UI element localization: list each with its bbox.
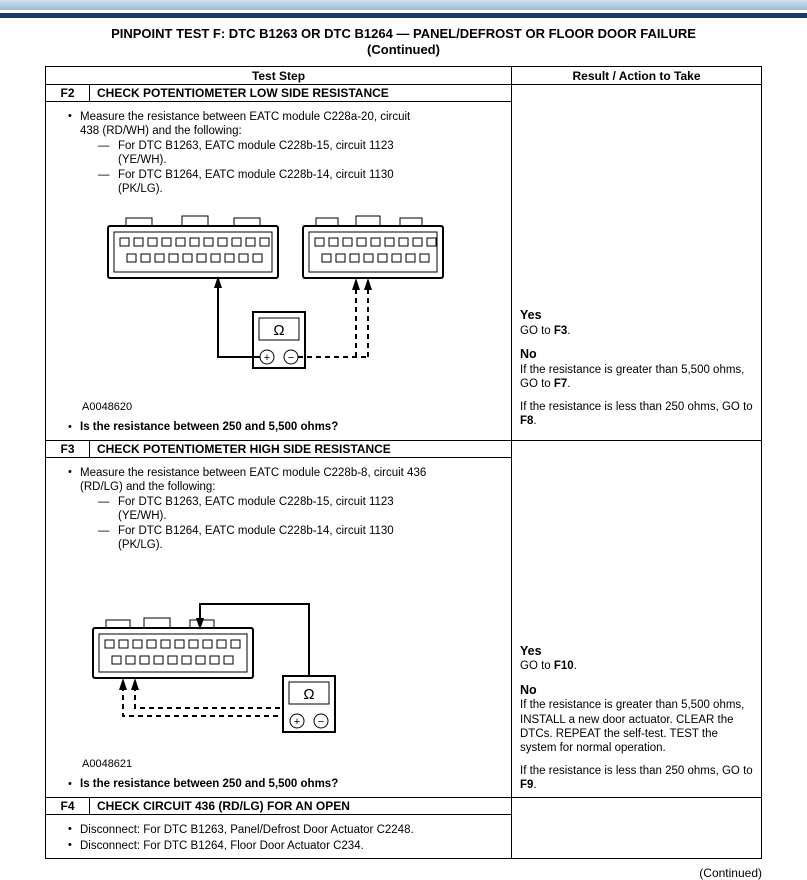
f3-sub-item-1	[98, 495, 503, 523]
test-row-f4	[46, 798, 761, 858]
bullet-icon: •	[68, 823, 72, 836]
connector-right-icon	[303, 216, 443, 278]
bullet-icon: •	[68, 421, 72, 434]
f4-step-header	[46, 798, 511, 815]
page-title-line2: (Continued)	[367, 41, 440, 57]
f2-sub-item-2-text: For DTC B1264, EATC module C228b-14, circuit 1130 (PK/LG).	[118, 169, 394, 196]
dash-icon: —	[98, 140, 110, 153]
f4-bullet-2-text: Disconnect: For DTC B1264, Floor Door Actuator C234.	[80, 840, 364, 853]
f2-yes-action: GO to F3.	[520, 324, 571, 337]
f3-measure-bullet	[68, 466, 503, 494]
f3-step-body	[46, 458, 511, 797]
page-title-line1: PINPOINT TEST F: DTC B1263 OR DTC B1264 — PANEL/DEFROST OR FLOOR DOOR FAILURE	[111, 26, 696, 41]
f4-test-step-cell	[46, 798, 512, 858]
f2-step-body	[46, 102, 511, 440]
f3-result-cell	[512, 441, 761, 797]
f3-no-label: No	[520, 682, 537, 697]
f4-bullet-2	[68, 839, 503, 853]
test-lead-dashed	[298, 278, 372, 357]
test-row-f2	[46, 85, 761, 441]
test-lead-dashed	[119, 678, 283, 716]
f3-measure-text: Measure the resistance between EATC module C228b-8, circuit 436 (RD/LG) and the following:	[80, 467, 427, 494]
f4-bullet-1-text: Disconnect: For DTC B1263, Panel/Defrost Door Actuator C2248.	[80, 824, 414, 837]
f3-no-action-1: If the resistance is greater than 5,500 ohms, INSTALL a new door actuator. CLEAR the DTCs. REPEAT the self-test. TEST the system for normal operation.	[520, 699, 745, 755]
ohm-symbol: Ω	[273, 322, 285, 340]
dash-icon: —	[98, 496, 110, 509]
top-rule	[0, 13, 807, 18]
ohmmeter-icon	[283, 676, 335, 732]
f2-connector-diagram	[68, 212, 503, 397]
f4-step-body	[46, 815, 511, 858]
f2-sub-item-2	[98, 168, 503, 196]
f3-step-id: F3	[46, 441, 90, 457]
f2-measure-text: Measure the resistance between EATC module C228a-20, circuit 438 (RD/WH) and the following:	[80, 111, 411, 138]
f2-sub-item-1	[98, 139, 503, 167]
f3-no-action-2: If the resistance is less than 250 ohms, GO to F9.	[520, 764, 753, 791]
f3-sub-item-1-text: For DTC B1263, EATC module C228b-15, circuit 1123 (YE/WH).	[118, 496, 394, 523]
f2-sub-item-1-text: For DTC B1263, EATC module C228b-15, circuit 1123 (YE/WH).	[118, 140, 394, 167]
f2-step-header	[46, 85, 511, 102]
table-header-row	[46, 67, 761, 85]
bullet-icon: •	[68, 839, 72, 852]
f3-sub-item-2	[98, 524, 503, 552]
f3-question-text: Is the resistance between 250 and 5,500 ohms?	[80, 778, 339, 791]
f4-bullet-1	[68, 823, 503, 837]
f2-step-title: CHECK POTENTIOMETER LOW SIDE RESISTANCE	[97, 86, 389, 101]
f3-sub-item-2-text: For DTC B1264, EATC module C228b-14, circuit 1130 (PK/LG).	[118, 525, 394, 552]
bullet-icon: •	[68, 466, 72, 479]
f3-diagram-svg	[68, 594, 488, 754]
f2-test-step-cell	[46, 85, 512, 440]
minus-terminal: −	[317, 716, 325, 729]
ohmmeter-icon	[253, 312, 305, 368]
figure-number: A0048621	[82, 758, 133, 771]
f3-connector-diagram	[68, 594, 503, 754]
f2-measure-bullet	[68, 110, 503, 138]
f3-yes-label: Yes	[520, 643, 542, 658]
f3-test-step-cell	[46, 441, 512, 797]
top-accent-bar	[0, 0, 807, 10]
footer-continued: (Continued)	[699, 866, 762, 880]
minus-terminal: −	[287, 352, 295, 365]
f2-question-text: Is the resistance between 250 and 5,500 ohms?	[80, 421, 339, 434]
f2-no-action-2: If the resistance is less than 250 ohms, GO to F8.	[520, 400, 753, 427]
plus-terminal: +	[263, 352, 271, 365]
bullet-icon: •	[68, 778, 72, 791]
f4-result-cell	[512, 798, 761, 858]
f2-diagram-svg	[68, 212, 488, 397]
connector-left-icon	[108, 216, 278, 278]
f3-question	[68, 778, 503, 790]
f4-step-id: F4	[46, 798, 90, 814]
f3-step-title: CHECK POTENTIOMETER HIGH SIDE RESISTANCE	[97, 442, 391, 457]
pinpoint-test-table	[45, 66, 762, 859]
page-title	[0, 26, 807, 57]
plus-terminal: +	[293, 716, 301, 729]
f4-step-title: CHECK CIRCUIT 436 (RD/LG) FOR AN OPEN	[97, 799, 350, 814]
figure-number: A0048620	[82, 401, 133, 414]
header-test-step: Test Step	[46, 67, 512, 84]
f2-yes-label: Yes	[520, 308, 542, 323]
f2-question	[68, 421, 503, 433]
f2-no-action-1: If the resistance is greater than 5,500 ohms, GO to F7.	[520, 363, 745, 391]
dash-icon: —	[98, 525, 110, 538]
f2-step-id: F2	[46, 85, 90, 101]
dash-icon: —	[98, 169, 110, 182]
header-result-action: Result / Action to Take	[572, 69, 701, 84]
f3-yes-action: GO to F10.	[520, 660, 577, 673]
f2-no-label: No	[520, 347, 537, 362]
ohm-symbol: Ω	[303, 686, 315, 704]
test-row-f3	[46, 441, 761, 798]
f3-step-header	[46, 441, 511, 458]
bullet-icon: •	[68, 110, 72, 123]
connector-icon	[93, 618, 253, 678]
f2-result-cell	[512, 85, 761, 440]
